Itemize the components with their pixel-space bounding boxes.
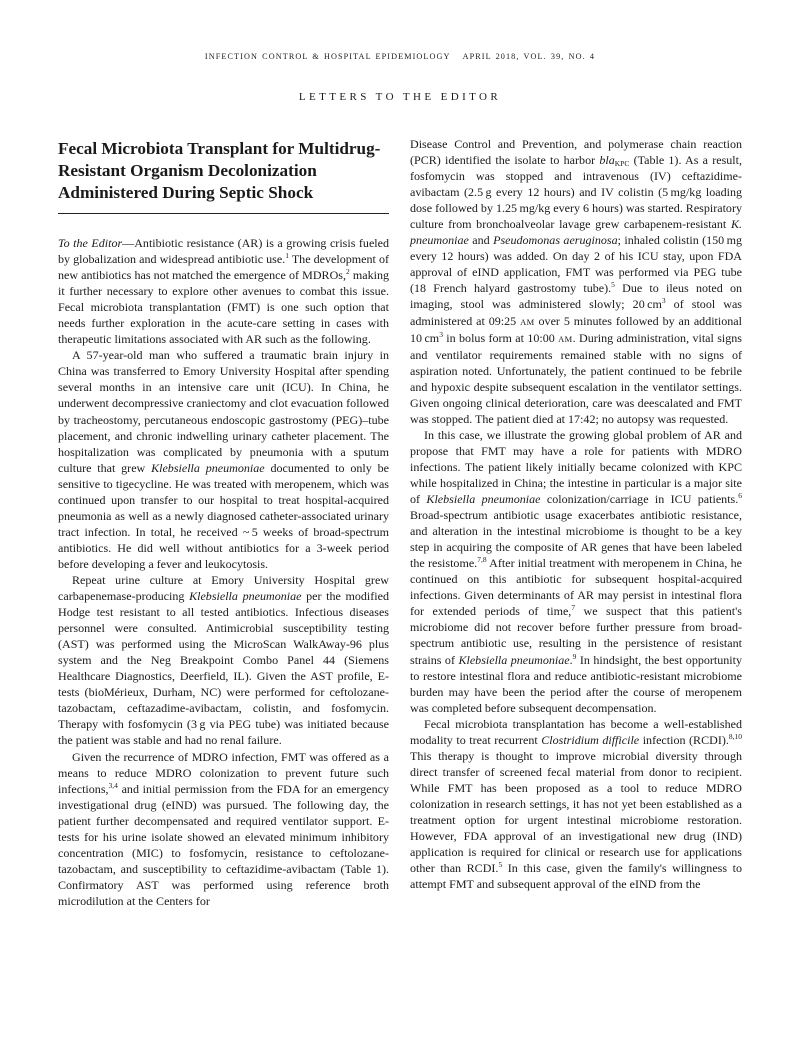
- citation[interactable]: 2: [346, 267, 350, 277]
- salutation: To the Editor: [58, 236, 123, 250]
- issue-info: APRIL 2018, VOL. 39, NO. 4: [462, 52, 596, 61]
- citation[interactable]: 5: [611, 280, 615, 290]
- paragraph-culture: Repeat urine culture at Emory University Hospital grew carbapenemase-producing Klebsiella pneumoniae per the modified Hodge test resistant to all tested antibiotics. Infectious diseases personnel were consulted. Antimicrobial susceptibility testing (AST) was performed using the MicroScan WalkAway-96 plus system and the Neg Breakpoint Combo Panel 44 (Siemens Healthcare Diagnostics, Deerfield, IL). Given the AST profile, E-tests (bioMérieux, Durham, NC) were performed for ceftolozane-tazobactam, ceftazadime-avibactam, colistin, and fosfomycin. Therapy with fosfomycin (3 g via PEG tube) was initiated because the patient was stable and had no renal failure.: [58, 572, 389, 748]
- left-column: [58, 235, 389, 909]
- citation[interactable]: 7,8: [477, 555, 487, 565]
- running-head: [0, 52, 800, 61]
- citation[interactable]: 9: [572, 651, 577, 661]
- citation[interactable]: 5: [498, 860, 503, 870]
- paragraph-discussion: In this case, we illustrate the growing global problem of AR and propose that FMT may have a role for patients with MDRO infections. The patient likely initially became colonized with KPC while hospitalized in China; the intestine in particular is a major site of Klebsiella pneumoniae colonization/carriage in ICU patients.$^6$ Broad-spectrum antibiotic usage exacerbates antibiotic resistance, and alteration in the intestinal microbiome is thought to be a key step in acquiring the composite of AR genes that have been labeled the resistome.$^{7,8}$ After initial treatment with meropenem in China, he continued on this antibiotic for subsequent hospital-acquired infections. Given determinants of AR may persist in intestinal flora for extended periods of time,$^7$ we suspect that this patient's microbiome did not recover before further pressure from broad-spectrum antibiotic use, resulting in the persistence of resistant strains of Klebsiella pneumoniae.$^9$ In hindsight, the best opportunity to restore intestinal flora and reduce antibiotic-resistant microbiome burden may have been the period after the course of meropenem was completed before subsequent decompensation.: [410, 427, 743, 715]
- citation[interactable]: 6: [738, 491, 743, 501]
- article-title: Fecal Microbiota Transplant for Multidrug-Resistant Organism Decolonization Administered During Septic Shock: [58, 139, 381, 202]
- section-heading: LETTERS TO THE EDITOR: [298, 91, 502, 103]
- citation[interactable]: 8,10: [728, 731, 742, 741]
- paragraph-case: A 57-year-old man who suffered a traumatic brain injury in China was transferred to Emory University Hospital after spending several months in an intensive care unit (ICU). In China, he underwent decompressive craniectomy and clot evacuation followed by tracheostomy, percutaneous endoscopic gastrostomy (PEG)–tube placement, and chronic indwelling urinary catheter placement. The hospitalization was complicated by pneumonia with a sputum culture that grew Klebsiella pneumoniae documented to only be sensitive to tigecycline. He was treated with meropenem, which was continued upon transfer to our hospital to treat hospital-acquired pneumonia as well as a newly diagnosed catheter-associated urinary tract infection. In total, he received ~ 5 weeks of broad-spectrum antibiotics. He did well without antibiotics for a 3-week period before developing a fever and leukocytosis.: [58, 348, 389, 571]
- paragraph-fmt-left: Given the recurrence of MDRO infection, FMT was offered as a means to reduce MDRO colonization to prevent future such infections,$^{3,4}$ and initial permission from the FDA for an emergency investigational drug (eIND) was pursued. The following day, the patient further decompensated and required ventilator support. E-tests for his urine isolate showed an elevated minimum inhibitory concentration (MIC) to fosfomycin, resistance to ceftolozane-tazobactam, and susceptibility to ceftazidime-avibactam (Table 1). Confirmatory AST was performed using reference broth microdilution at the Centers for: [58, 749, 389, 908]
- citation[interactable]: 3,4: [108, 780, 118, 790]
- paragraph-fmt-right: Disease Control and Prevention, and polymerase chain reaction (PCR) identified the isolate to harbor bla$_{KPC}$ (Table 1). As a result, fosfomycin was stopped and intravenous (IV) ceftazidime-avibactam (2.5 g every 12 hours) and IV colistin (5 mg/kg loading dose followed by 1.25 mg/kg every 6 hours) was started. Respiratory culture from bronchoalveolar lavage grew carbapenem-resistant K. pneumoniae and Pseudomonas aeruginosa; inhaled colistin (150 mg every 12 hours) was added. On day 2 of his ICU stay, upon FDA approval of eIND application, FMT was performed via PEG tube (18 French halyard gastrostomy tube).$^5$ Due to ileus noted on imaging, stool was administered slowly; 20 $cm^3$ of stool was administered at 09:25 AM over 5 minutes followed by an additional 10 $cm^3$ in bolus form at 10:00 AM. During administration, vital signs and ventilator requirements remained stable with no signs of aspiration noted. Unfortunately, the patient continued to be febrile and hypoxic despite subsequent escalation in the ventilator settings. Given ongoing clinical deterioration, care was deescalated and FMT was stopped. The patient died at 17:42; no autopsy was requested.: [410, 137, 743, 426]
- title-divider: [58, 213, 389, 214]
- paragraph-intro: To the Editor—Antibiotic resistance (AR) is a growing crisis fueled by globalization and widespread antibiotic use.$^1$ The development of new antibiotics has not matched the emergence of MDROs,$^2$ making it further necessary to explore other avenues to combat this issue. Fecal microbiota transplantation (FMT) is one such option that needs further exploration in the acute-care setting in cases with therapeutic limitations associated with AR such as the following.: [58, 236, 390, 347]
- citation[interactable]: 1: [285, 251, 289, 261]
- paragraph-fmt-context: Fecal microbiota transplantation has become a well-established modality to treat recurrent Clostridium difficile infection (RCDI).$^{8,10}$ This therapy is thought to improve microbial diversity through direct transfer of screened fecal material from donor to recipient. While FMT has been proposed as a tool to reduce MDRO colonization in research settings, it has not yet been established as a treatment option for urgent intestinal microbiome restoration. However, FDA approval of an investigational new drug (IND) application is required for clinical or research use for applications other than RCDI.$^5$ In this case, given the family's willingness to attempt FMT and subsequent approval of the eIND from the: [410, 716, 742, 892]
- citation[interactable]: 7: [571, 603, 576, 613]
- right-column: [410, 136, 742, 892]
- journal-name: INFECTION CONTROL & HOSPITAL EPIDEMIOLOGY: [204, 52, 451, 61]
